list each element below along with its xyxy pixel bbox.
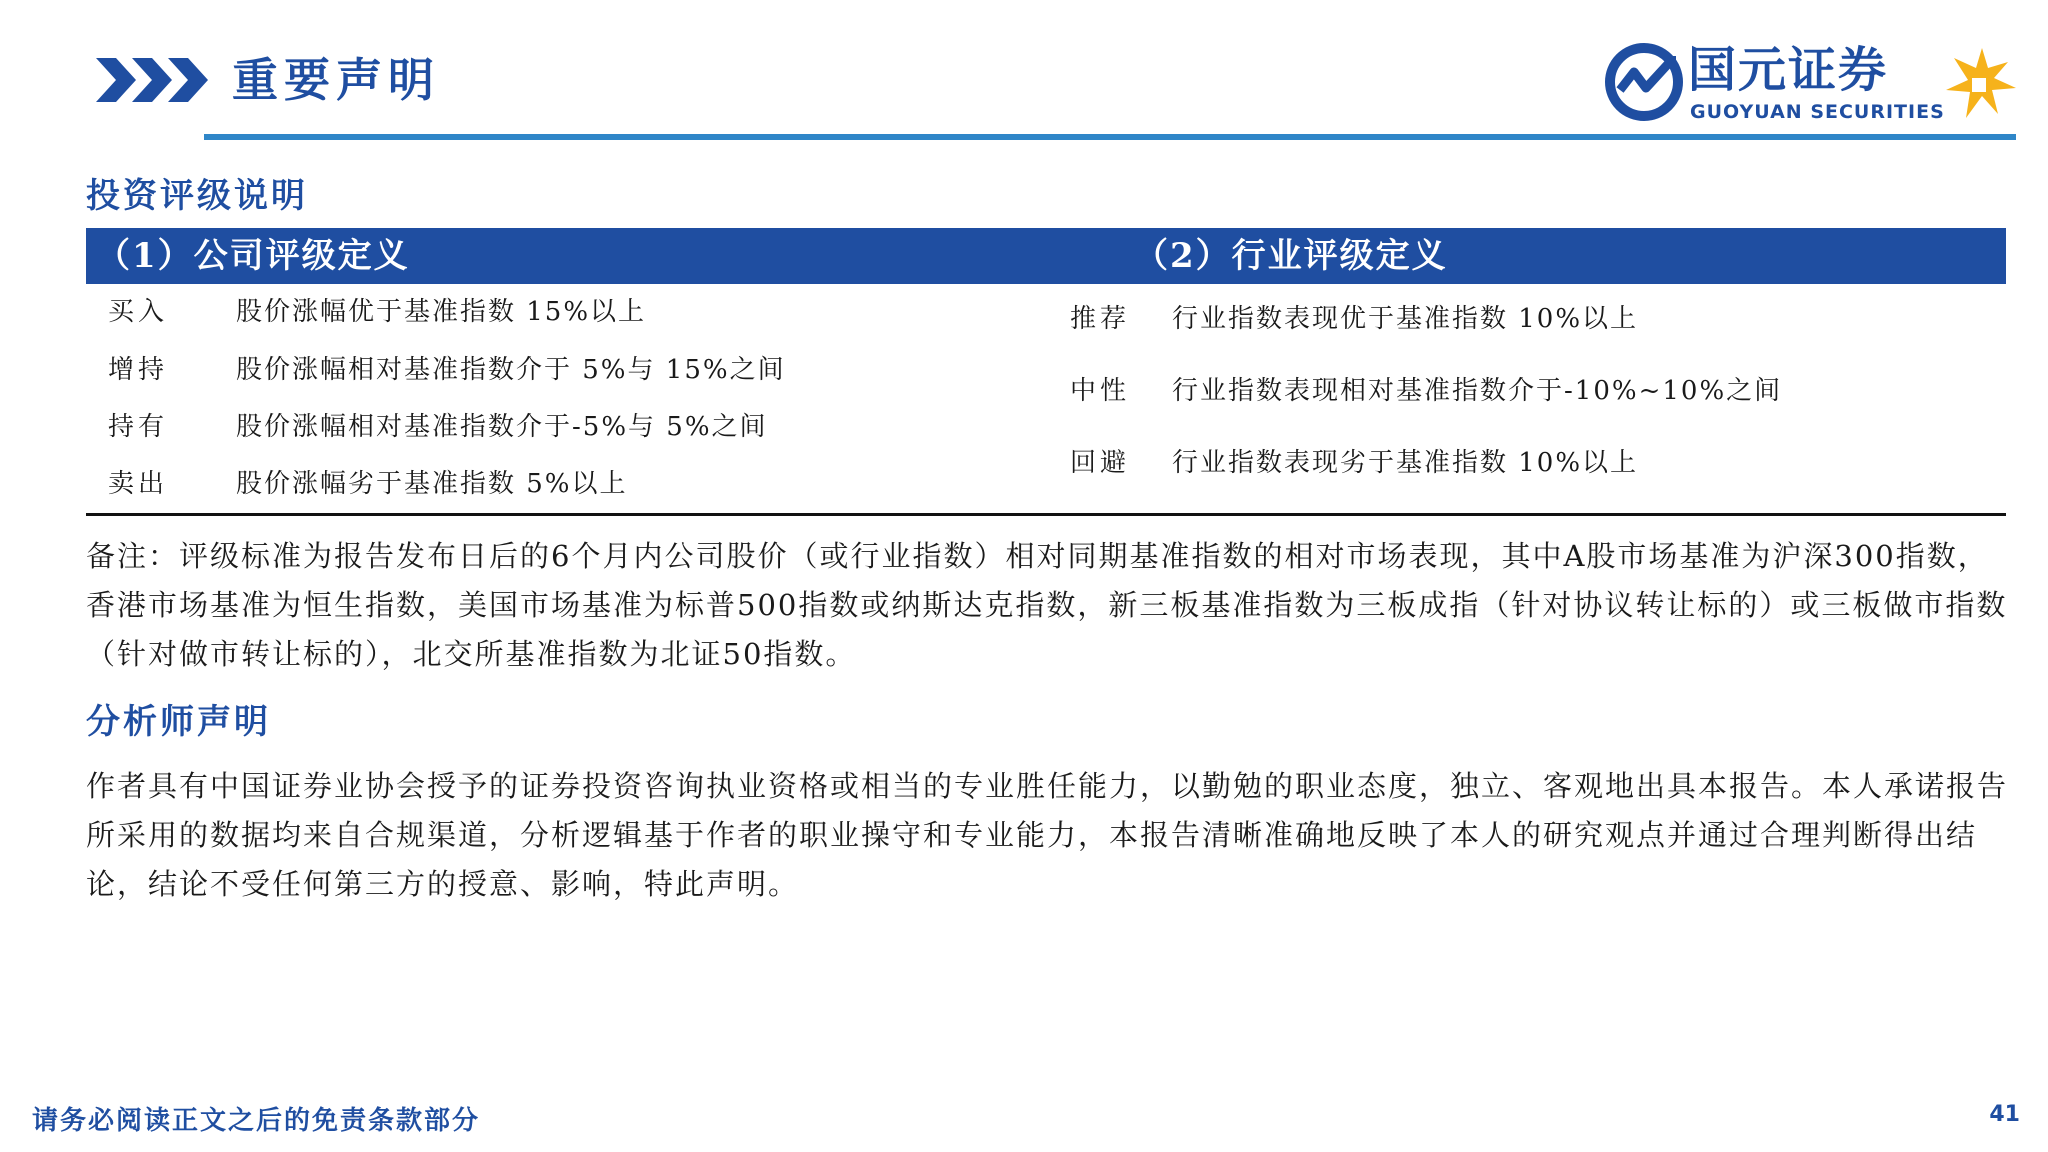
analyst-heading: 分析师声明 xyxy=(86,702,271,742)
company-rating-desc: 股价涨幅优于基准指数 15%以上 xyxy=(236,297,647,327)
industry-rating-desc: 行业指数表现优于基准指数 10%以上 xyxy=(1172,304,1639,334)
disclaimer-notice: 请务必阅读正文之后的免责条款部分 xyxy=(32,1106,481,1136)
rating-note xyxy=(86,532,2016,679)
guoyuan-logo-icon xyxy=(1604,42,1684,122)
industry-rating-code: 推荐 xyxy=(1070,304,1131,334)
header-rule xyxy=(204,134,2016,140)
page-title: 重要声明 xyxy=(232,53,440,107)
chevrons-icon xyxy=(96,58,212,102)
analyst-statement-text: 作者具有中国证券业协会授予的证券投资咨询执业资格或相当的专业胜任能力，以勤勉的职业态度，独立、客观地出具本报告。本人承诺报告所采用的数据均来自合规渠道，分析逻辑基于作者的职业操守和专业能力，本报告清晰准确地反映了本人的研究观点并通过合理判断得出结论，结论不受任何第三方的授意、影响，特此声明。 xyxy=(86,769,2009,901)
industry-rating-desc: 行业指数表现劣于基准指数 10%以上 xyxy=(1172,448,1639,478)
company-rating-code: 卖出 xyxy=(108,469,169,499)
logo-chinese-name: 国元证券 xyxy=(1688,42,1889,98)
company-rating-desc: 股价涨幅相对基准指数介于-5%与 5%之间 xyxy=(236,412,768,442)
rating-table-header xyxy=(86,228,2006,284)
industry-rating-desc: 行业指数表现相对基准指数介于-10%~10%之间 xyxy=(1172,376,1783,406)
industry-rating-code: 回避 xyxy=(1070,448,1131,478)
star-mark-icon xyxy=(1942,48,2016,122)
analyst-statement xyxy=(86,762,2016,909)
company-rating-code: 买入 xyxy=(108,297,169,327)
company-rating-desc: 股价涨幅相对基准指数介于 5%与 15%之间 xyxy=(236,355,786,385)
company-logo xyxy=(1604,40,2024,130)
logo-english-name: GUOYUAN SECURITIES xyxy=(1690,101,1945,123)
table-bottom-rule xyxy=(86,513,2006,516)
industry-rating-code: 中性 xyxy=(1070,376,1131,406)
company-rating-title: （1）公司评级定义 xyxy=(96,236,410,276)
company-rating-code: 持有 xyxy=(108,412,169,442)
rating-note-text: 备注：评级标准为报告发布日后的6个月内公司股价（或行业指数）相对同期基准指数的相对市场表现，其中A股市场基准为沪深300指数，香港市场基准为恒生指数，美国市场基准为标普500指数或纳斯达克指数，新三板基准指数为三板成指（针对协议转让标的）或三板做市指数（针对做市转让标的），北交所基准指数为北证50指数。 xyxy=(86,539,2008,671)
company-rating-desc: 股价涨幅劣于基准指数 5%以上 xyxy=(236,469,628,499)
company-rating-code: 增持 xyxy=(108,355,169,385)
page-number: 41 xyxy=(1989,1102,2020,1127)
industry-rating-title: （2）行业评级定义 xyxy=(1134,236,1448,276)
rating-heading: 投资评级说明 xyxy=(86,176,308,216)
